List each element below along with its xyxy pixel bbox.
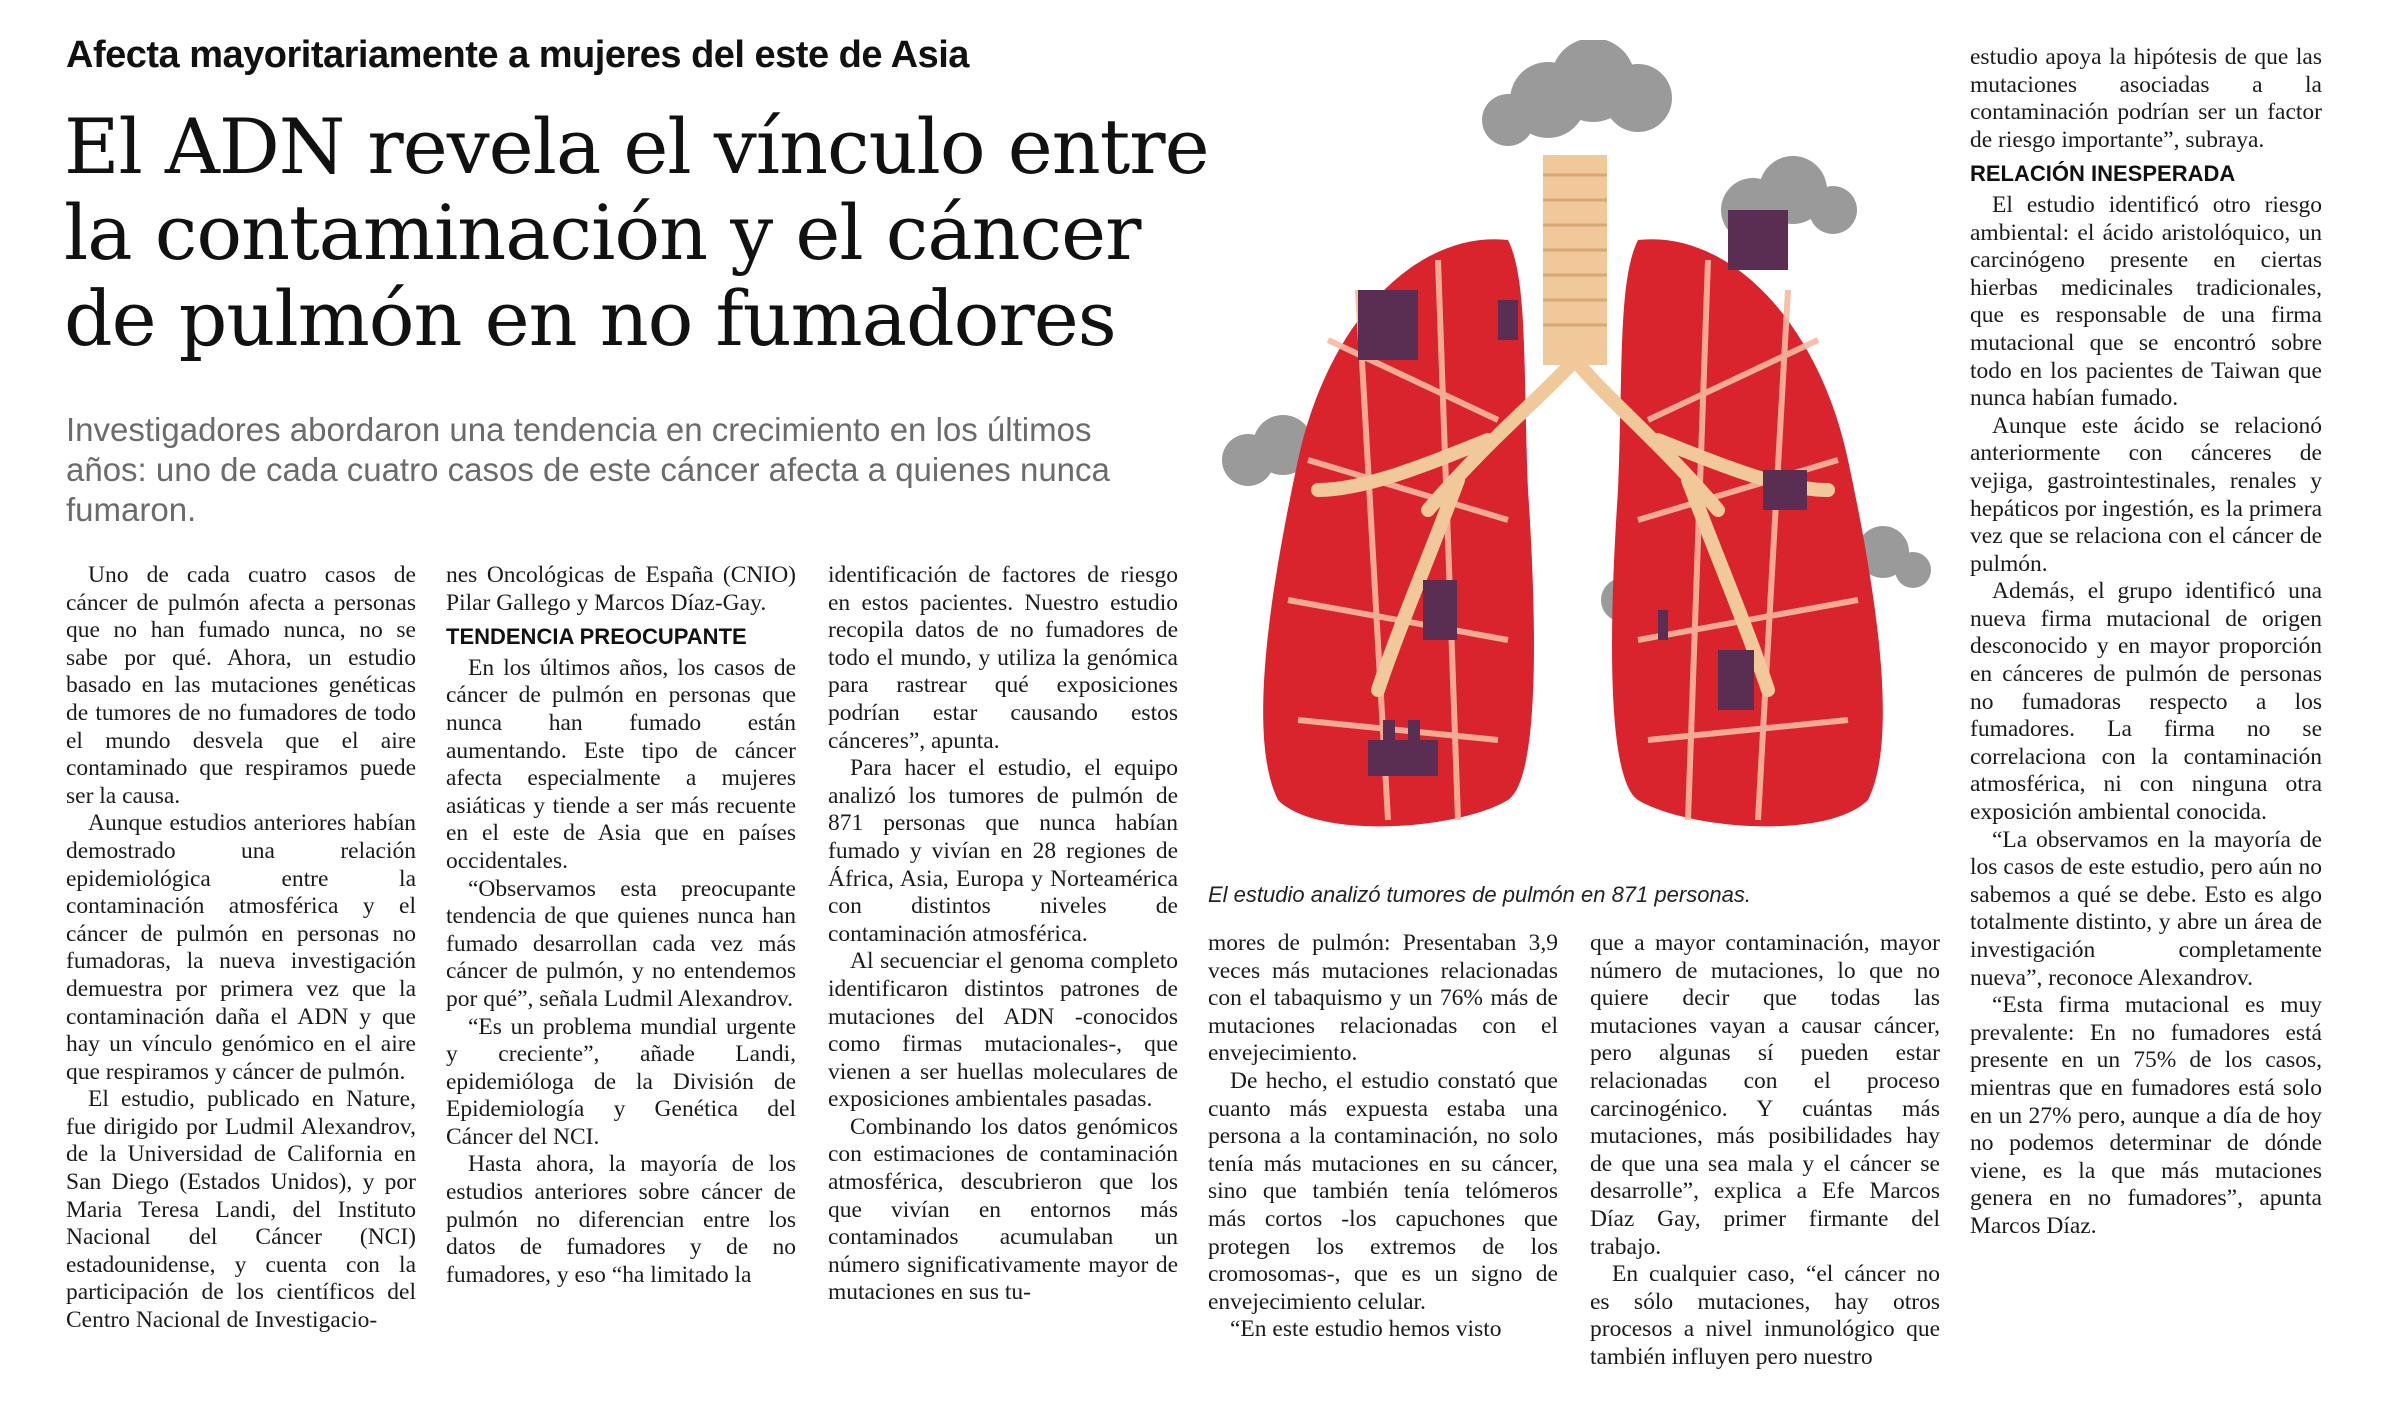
paragraph: “La observamos en la mayoría de los casos de este estudio, pero aún no sabemos a qué se debe. Esto es algo totalmente distinto, y abre un área de investigación completamente nueva”, reconoce Alexandrov.	[1970, 826, 2322, 991]
subhead: Investigadores abordaron una tendencia en crecimiento en los últimos años: uno de cada cuatro casos de este cáncer afecta a quienes nunca fumaron.	[66, 411, 1110, 528]
body-column-3	[828, 562, 1178, 1307]
headline	[64, 102, 1209, 363]
paragraph: mores de pulmón: Presentaban 3,9 veces más mutaciones relacionadas con el tabaquismo y un 76% más de mutaciones relacionadas con el envejecimiento.	[1208, 930, 1558, 1067]
paragraph: El estudio identificó otro riesgo ambiental: el ácido aristolóquico, un carcinógeno presente en ciertas hierbas medicinales tradicionales, que es responsable de una firma mutacional que se encontró sobre todo en los pacientes de Taiwan que nunca habían fumado.	[1970, 191, 2322, 412]
lungs-icon	[1208, 40, 1938, 870]
headline-line: El ADN revela el vínculo entre	[64, 102, 1209, 191]
section-heading: TENDENCIA PREOCUPANTE	[446, 624, 747, 650]
paragraph: que a mayor contaminación, mayor número de mutaciones, lo que no quiere decir que todas las mutaciones vayan a causar cáncer, pero algunas sí pueden estar relacionadas con el proceso carcinogénico. Y cuántas más mutaciones, más posibilidades hay de que una sea mala y el cáncer se desarrolle”, explica a Efe Marcos Díaz Gay, primer firmante del trabajo.	[1590, 930, 1940, 1260]
paragraph: Además, el grupo identificó una nueva firma mutacional de origen desconocido y en mayor proporción en cánceres de pulmón de personas no fumadoras respecto a los fumadores. La firma no se correlaciona con la contaminación atmosférica, ni con ninguna otra exposición ambiental conocida.	[1970, 578, 2322, 826]
paragraph: Uno de cada cuatro casos de cáncer de pulmón afecta a personas que no han fumado nunca, no se sabe por qué. Ahora, un estudio basado en las mutaciones genéticas de tumores de no fumadores de todo el mundo desvela que el aire contaminado que respiramos puede ser la causa.	[66, 562, 416, 809]
paragraph: Aunque este ácido se relacionó anteriormente con cánceres de vejiga, gastrointestinales, renales y hepáticos por ingestión, es la primera vez que se relaciona con el cáncer de pulmón.	[1970, 412, 2322, 577]
body-column-2	[446, 562, 796, 1289]
paragraph: nes Oncológicas de España (CNIO) Pilar Gallego y Marcos Díaz-Gay.	[446, 562, 796, 616]
paragraph: Al secuenciar el genoma completo identificaron distintos patrones de mutaciones del ADN -conocidos como firmas mutacionales-, que vienen a ser huellas moleculares de exposiciones ambientales pasadas.	[828, 948, 1178, 1113]
paragraph: De hecho, el estudio constató que cuanto más expuesta estaba una persona a la contaminación, no solo tenía más mutaciones en su cáncer, sino que también tenía telómeros más cortos -los capuchones que protegen los extremos de los cromosomas-, que es un signo de envejecimiento celular.	[1208, 1067, 1558, 1315]
kicker: Afecta mayoritariamente a mujeres del este de Asia	[66, 34, 969, 76]
paragraph: identificación de factores de riesgo en estos pacientes. Nuestro estudio recopila datos de no fumadores de todo el mundo, y utiliza la genómica para rastrear qué exposiciones podrían estar causando estos cánceres”, apunta.	[828, 562, 1178, 754]
body-column-6	[1970, 44, 2322, 1241]
paragraph: Combinando los datos genómicos con estimaciones de contaminación atmosférica, descubrieron que los que vivían en entornos más contaminados acumulaban un número significativamente mayor de mutaciones en sus tu-	[828, 1113, 1178, 1306]
paragraph: Hasta ahora, la mayoría de los estudios anteriores sobre cáncer de pulmón no diferencian entre los datos de fumadores y de no fumadores, y eso “ha limitado la	[446, 1151, 796, 1288]
headline-line: de pulmón en no fumadores	[64, 274, 1116, 363]
lungs-illustration	[1208, 40, 1938, 870]
paragraph: Aunque estudios anteriores habían demostrado una relación epidemiológica entre la contaminación atmosférica y el cáncer de pulmón en personas no fumadoras, la nueva investigación demuestra por primera vez que la contaminación daña el ADN y que hay un vínculo genómico en el aire que respiramos y cáncer de pulmón.	[66, 810, 416, 1085]
trachea	[1543, 155, 1607, 365]
figure-caption: El estudio analizó tumores de pulmón en 871 personas.	[1208, 882, 1752, 907]
paragraph: El estudio, publicado en Nature, fue dirigido por Ludmil Alexandrov, de la Universidad de California en San Diego (Estados Unidos), y por Maria Teresa Landi, del Instituto Nacional del Cáncer (NCI) estadounidense, y cuenta con la participación de los científicos del Centro Nacional de Investigacio-	[66, 1086, 416, 1334]
paragraph: “Observamos esta preocupante tendencia de que quienes nunca han fumado desarrollan cada vez más cáncer de pulmón, y no entendemos por qué”, señala Ludmil Alexandrov.	[446, 875, 796, 1012]
body-column-5	[1590, 930, 1940, 1372]
paragraph: En cualquier caso, “el cáncer no es sólo mutaciones, hay otros procesos a nivel inmunológico que también influyen pero nuestro	[1590, 1261, 1940, 1370]
paragraph: “Esta firma mutacional es muy prevalente: En no fumadores está presente en un 75% de los casos, mientras que en fumadores está solo en un 27% pero, aunque a día de hoy no podemos determinar de dónde viene, es la que más mutaciones genera en no fumadores”, apunta Marcos Díaz.	[1970, 992, 2322, 1239]
section-heading: RELACIÓN INESPERADA	[1970, 161, 2236, 187]
body-column-1	[66, 562, 416, 1335]
headline-line: la contaminación y el cáncer	[64, 188, 1141, 277]
paragraph: Para hacer el estudio, el equipo analizó los tumores de pulmón de 871 personas que nunca habían fumado y vivían en 28 regiones de África, Asia, Europa y Norteamérica con distintos niveles de contaminación atmosférica.	[828, 755, 1178, 947]
paragraph: En los últimos años, los casos de cáncer de pulmón en personas que nunca han fumado están aumentando. Este tipo de cáncer afecta especialmente a mujeres asiáticas y tiende a ser más recuente en el este de Asia que en países occidentales.	[446, 654, 796, 874]
paragraph: estudio apoya la hipótesis de que las mutaciones asociadas a la contaminación podrían ser un factor de riesgo importante”, subraya.	[1970, 44, 2322, 153]
paragraph: “En este estudio hemos visto	[1230, 1316, 1502, 1343]
paragraph: “Es un problema mundial urgente y creciente”, añade Landi, epidemióloga de la División de Epidemiología y Genética del Cáncer del NCI.	[446, 1013, 796, 1150]
body-column-4	[1208, 930, 1558, 1344]
